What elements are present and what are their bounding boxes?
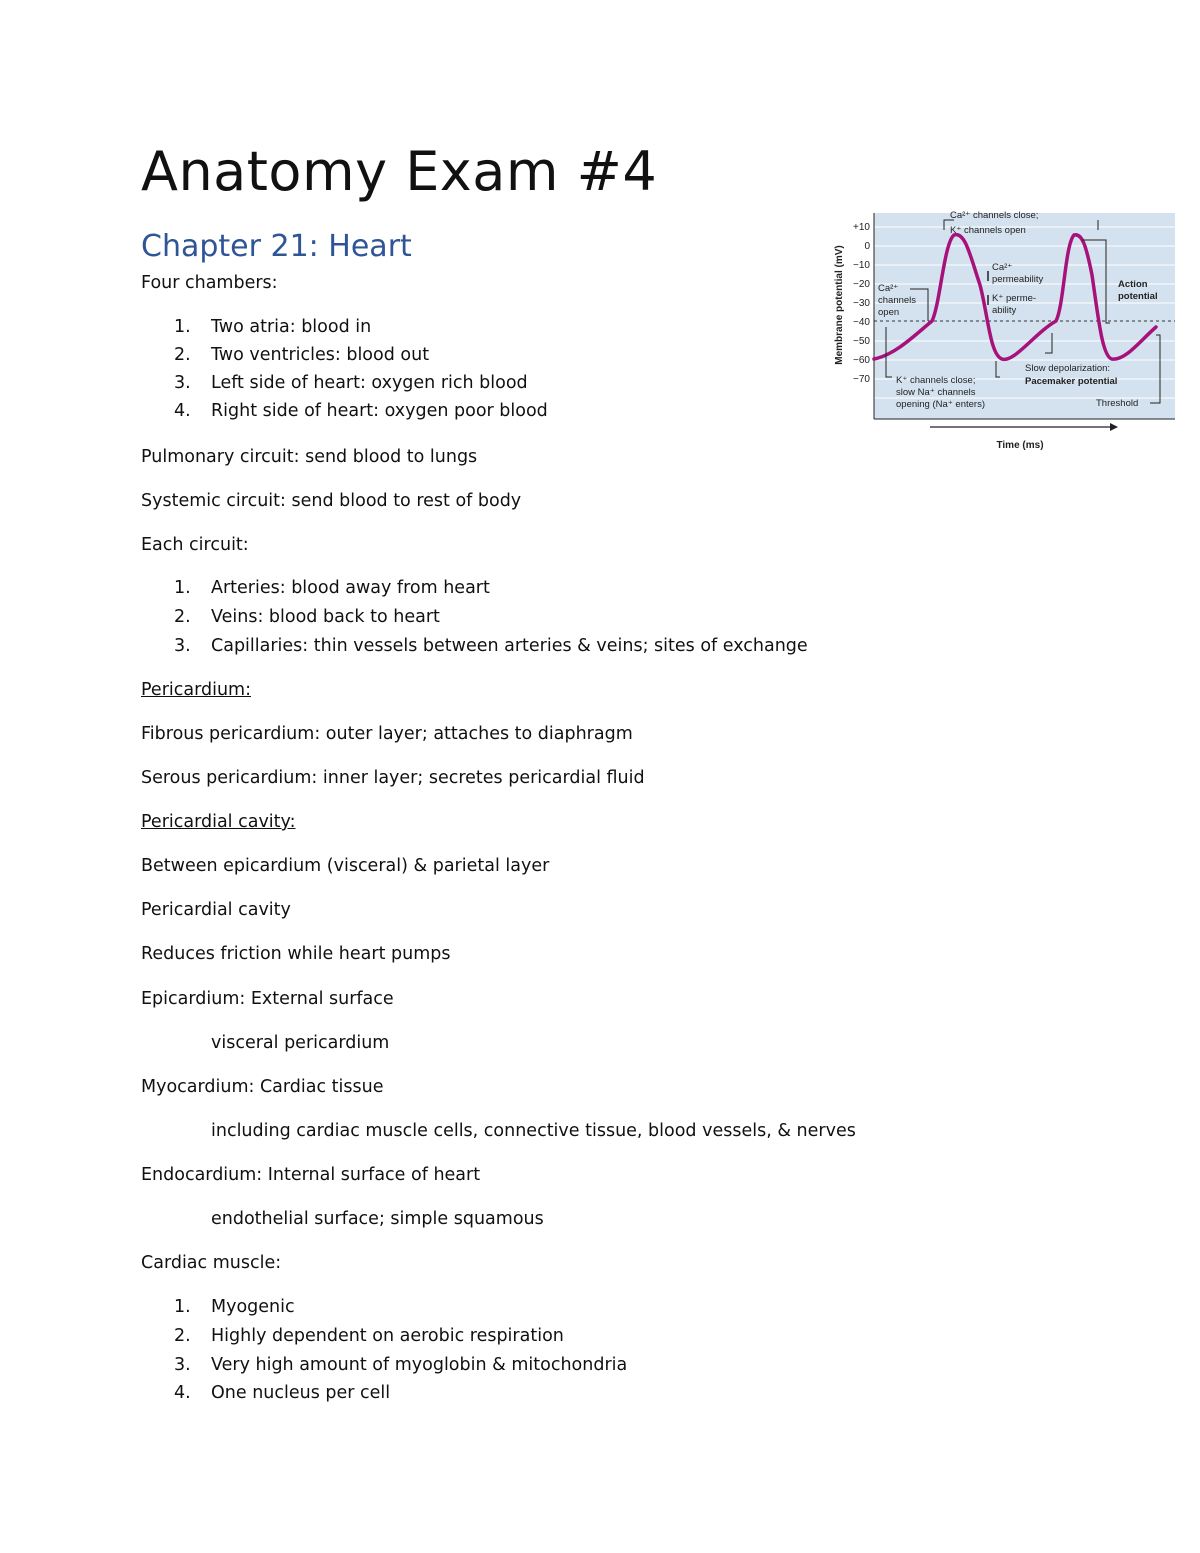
endocardium-sub: endothelial surface; simple squamous: [211, 1209, 544, 1229]
endocardium-text: Endocardium: Internal surface of heart: [141, 1165, 481, 1185]
annotation-k-open: K⁺ channels open: [950, 225, 1026, 236]
annotation-pacemaker: Pacemaker potential: [1025, 376, 1118, 387]
list-item: Veins: blood back to heart: [211, 607, 440, 627]
annotation-na-enters: opening (Na⁺ enters): [896, 399, 985, 410]
list-number: 3.: [174, 373, 191, 393]
annotation-ca-perm: permeability: [992, 274, 1044, 285]
cardiac-label: Cardiac muscle:: [141, 1253, 282, 1273]
pacemaker-potential-figure: [820, 205, 1180, 460]
annotation-k-close: K⁺ channels close;: [896, 375, 976, 386]
annotation-action: potential: [1118, 291, 1158, 302]
annotation-ca-perm: Ca²⁺: [992, 262, 1013, 273]
y-tick-label: −10: [853, 260, 870, 271]
arrow-head-icon: [1110, 423, 1118, 431]
y-tick-label: −30: [853, 298, 870, 309]
pulmonary-text: Pulmonary circuit: send blood to lungs: [141, 447, 478, 467]
epicardium-text: Epicardium: External surface: [141, 989, 394, 1009]
annotation-na-slow: slow Na⁺ channels: [896, 387, 976, 398]
annotation-k-perm: K⁺ perme-: [992, 293, 1037, 304]
pericardium-heading: Pericardium:: [141, 680, 251, 700]
list-number: 4.: [174, 1383, 191, 1403]
myocardium-sub: including cardiac muscle cells, connective tissue, blood vessels, & nerves: [211, 1121, 856, 1141]
list-item: Arteries: blood away from heart: [211, 578, 490, 598]
annotation-ca-open: Ca²⁺: [878, 283, 899, 294]
four-chambers-label: Four chambers:: [141, 273, 278, 293]
annotation-slow: Slow depolarization:: [1025, 363, 1111, 374]
list-item: Myogenic: [211, 1297, 295, 1317]
chapter-heading: Chapter 21: Heart: [141, 229, 412, 264]
list-item: Very high amount of myoglobin & mitochondria: [211, 1355, 628, 1375]
serous-text: Serous pericardium: inner layer; secretes pericardial fluid: [141, 768, 645, 788]
list-number: 2.: [174, 345, 191, 365]
list-number: 2.: [174, 1326, 191, 1346]
list-number: 1.: [174, 317, 191, 337]
cavity-text: Pericardial cavity: [141, 900, 291, 920]
annotation-ca-open: open: [878, 307, 900, 318]
list-number: 1.: [174, 578, 191, 598]
x-axis-label: Time (ms): [996, 440, 1044, 451]
y-tick-label: −40: [853, 317, 870, 328]
y-tick-label: +10: [853, 222, 870, 233]
y-tick-label: 0: [864, 241, 870, 252]
between-text: Between epicardium (visceral) & parietal layer: [141, 856, 550, 876]
list-number: 3.: [174, 1355, 191, 1375]
list-number: 3.: [174, 636, 191, 656]
list-number: 1.: [174, 1297, 191, 1317]
list-item: Capillaries: thin vessels between arteries & veins; sites of exchange: [211, 636, 808, 656]
y-tick-label: −20: [853, 279, 870, 290]
annotation-action: Action: [1118, 279, 1148, 290]
y-ticks: [853, 222, 870, 385]
list-item: One nucleus per cell: [211, 1383, 391, 1403]
list-item: Right side of heart: oxygen poor blood: [211, 401, 548, 421]
systemic-text: Systemic circuit: send blood to rest of body: [141, 491, 522, 511]
annotation-ca-open: channels: [878, 295, 917, 306]
list-item: Highly dependent on aerobic respiration: [211, 1326, 564, 1346]
y-tick-label: −50: [853, 336, 870, 347]
y-tick-label: −70: [853, 374, 870, 385]
list-item: Two atria: blood in: [211, 317, 372, 337]
list-number: 2.: [174, 607, 191, 627]
cavity-heading: Pericardial cavity:: [141, 812, 296, 832]
y-tick-label: −60: [853, 355, 870, 366]
myocardium-text: Myocardium: Cardiac tissue: [141, 1077, 384, 1097]
annotation-ca-close: Ca²⁺ channels close;: [950, 210, 1039, 221]
list-item: Two ventricles: blood out: [211, 345, 430, 365]
list-number: 4.: [174, 401, 191, 421]
each-circuit-label: Each circuit:: [141, 535, 249, 555]
list-item: Left side of heart: oxygen rich blood: [211, 373, 528, 393]
document-title: Anatomy Exam #4: [141, 140, 658, 203]
y-axis-label: Membrane potential (mV): [834, 245, 845, 365]
annotation-threshold: Threshold: [1096, 398, 1139, 409]
fibrous-text: Fibrous pericardium: outer layer; attaches to diaphragm: [141, 724, 633, 744]
epicardium-sub: visceral pericardium: [211, 1033, 390, 1053]
annotation-k-perm: ability: [992, 305, 1017, 316]
friction-text: Reduces friction while heart pumps: [141, 944, 451, 964]
